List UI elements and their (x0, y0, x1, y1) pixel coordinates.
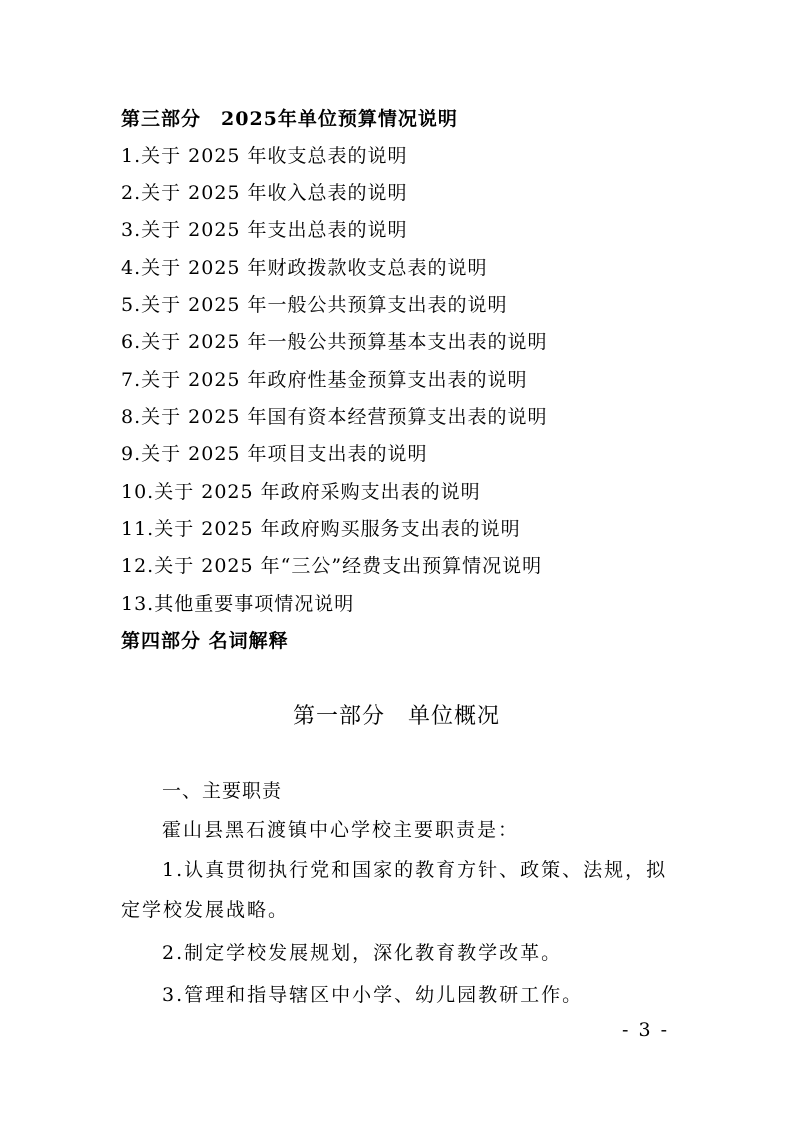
toc-item-1: 1.关于 2025 年收支总表的说明 (121, 145, 408, 167)
toc-item-8: 8.关于 2025 年国有资本经营预算支出表的说明 (121, 406, 548, 428)
toc-item-2: 2.关于 2025 年收入总表的说明 (121, 182, 408, 204)
toc-item-4: 4.关于 2025 年财政拨款收支总表的说明 (121, 257, 488, 279)
section-heading-main-duties: 一、主要职责 (162, 780, 283, 802)
toc-item-5: 5.关于 2025 年一般公共预算支出表的说明 (121, 294, 508, 316)
part1-title: 第一部分 单位概况 (292, 704, 500, 729)
toc-item-12: 12.关于 2025 年“三公”经费支出预算情况说明 (121, 555, 543, 577)
duties-intro: 霍山县黑石渡镇中心学校主要职责是： (162, 819, 520, 841)
toc-item-11: 11.关于 2025 年政府购买服务支出表的说明 (121, 518, 521, 540)
toc-item-3: 3.关于 2025 年支出总表的说明 (121, 219, 408, 241)
toc-item-10: 10.关于 2025 年政府采购支出表的说明 (121, 481, 481, 503)
page-number: - 3 - (622, 1019, 670, 1041)
toc-part3-heading: 第三部分 2025年单位预算情况说明 (121, 108, 458, 130)
toc-item-6: 6.关于 2025 年一般公共预算基本支出表的说明 (121, 331, 548, 353)
duty-3: 3.管理和指导辖区中小学、幼儿园教研工作。 (162, 984, 584, 1006)
duty-1-line-2: 定学校发展战略。 (121, 899, 290, 921)
toc-item-13: 13.其他重要事项情况说明 (121, 593, 355, 615)
toc-part4-heading: 第四部分 名词解释 (121, 630, 289, 652)
toc-item-7: 7.关于 2025 年政府性基金预算支出表的说明 (121, 369, 528, 391)
duty-1-line-1: 1.认真贯彻执行党和国家的教育方针、政策、法规，拟 (162, 859, 668, 881)
toc-item-9: 9.关于 2025 年项目支出表的说明 (121, 443, 428, 465)
duty-2: 2.制定学校发展规划，深化教育教学改革。 (162, 942, 563, 964)
